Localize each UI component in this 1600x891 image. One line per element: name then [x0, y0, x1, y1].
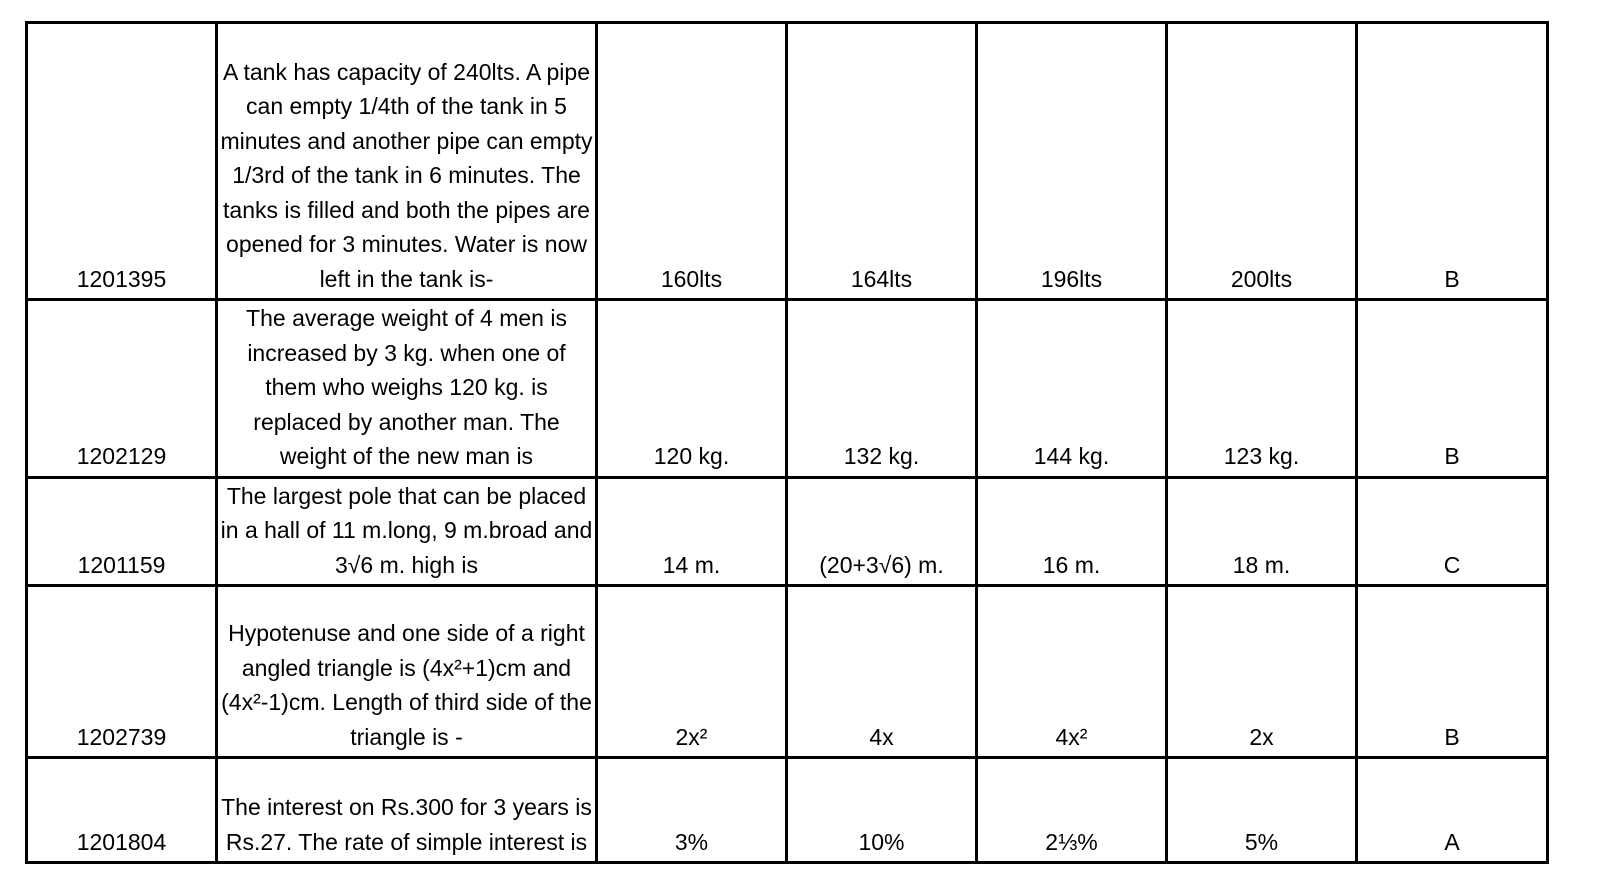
question-text-cell: A tank has capacity of 240lts. A pipe can empty 1/4th of the tank in 5 minutes and another pipe can empty 1/3rd of the tank in 6 minutes. The tanks is filled and both the pipes are opened for 3 minutes. Water is now left in the tank is-: [217, 23, 597, 300]
answer-cell: C: [1357, 477, 1548, 586]
table-row: [27, 586, 1548, 758]
option-b-cell: (20+3√6) m.: [787, 477, 977, 586]
option-d-cell: 123 kg.: [1167, 300, 1357, 478]
question-text-cell: The largest pole that can be placed in a hall of 11 m.long, 9 m.broad and 3√6 m. high is: [217, 477, 597, 586]
table-row: [27, 477, 1548, 586]
option-a-cell: 120 kg.: [597, 300, 787, 478]
option-c-cell: 144 kg.: [977, 300, 1167, 478]
question-id-cell: 1201159: [27, 477, 217, 586]
table-row: [27, 23, 1548, 300]
option-a-cell: 14 m.: [597, 477, 787, 586]
option-c-cell: 16 m.: [977, 477, 1167, 586]
question-text-cell: The interest on Rs.300 for 3 years is Rs.27. The rate of simple interest is: [217, 758, 597, 863]
option-d-cell: 5%: [1167, 758, 1357, 863]
answer-cell: B: [1357, 23, 1548, 300]
option-c-cell: 4x²: [977, 586, 1167, 758]
option-d-cell: 18 m.: [1167, 477, 1357, 586]
table-row: [27, 300, 1548, 478]
answer-cell: B: [1357, 586, 1548, 758]
option-a-cell: 2x²: [597, 586, 787, 758]
question-id-cell: 1202129: [27, 300, 217, 478]
question-text-cell: Hypotenuse and one side of a right angled triangle is (4x²+1)cm and (4x²-1)cm. Length of third side of the triangle is -: [217, 586, 597, 758]
option-b-cell: 10%: [787, 758, 977, 863]
option-b-cell: 4x: [787, 586, 977, 758]
option-d-cell: 2x: [1167, 586, 1357, 758]
option-a-cell: 160lts: [597, 23, 787, 300]
table-row: [27, 758, 1548, 863]
option-c-cell: 2⅓%: [977, 758, 1167, 863]
option-b-cell: 164lts: [787, 23, 977, 300]
answer-cell: B: [1357, 300, 1548, 478]
question-table: [25, 21, 1549, 864]
answer-cell: A: [1357, 758, 1548, 863]
question-id-cell: 1201804: [27, 758, 217, 863]
option-c-cell: 196lts: [977, 23, 1167, 300]
option-a-cell: 3%: [597, 758, 787, 863]
question-text-cell: The average weight of 4 men is increased by 3 kg. when one of them who weighs 120 kg. is replaced by another man. The weight of the new man is: [217, 300, 597, 478]
question-id-cell: 1201395: [27, 23, 217, 300]
option-d-cell: 200lts: [1167, 23, 1357, 300]
option-b-cell: 132 kg.: [787, 300, 977, 478]
question-id-cell: 1202739: [27, 586, 217, 758]
